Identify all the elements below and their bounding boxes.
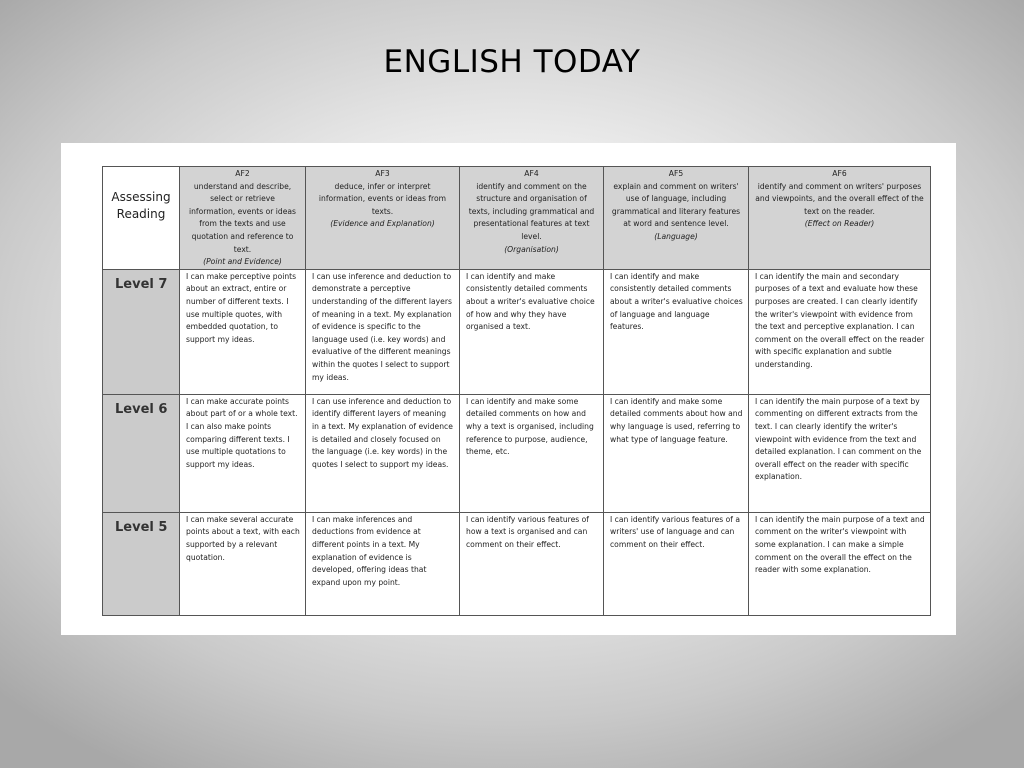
af-category: (Organisation) xyxy=(504,244,559,254)
level-label: Level 5 xyxy=(103,512,180,615)
af-code: AF5 xyxy=(668,169,684,178)
header-af6 xyxy=(749,167,931,270)
af-description: identify and comment on writers' purposes and viewpoints, and the overall effect of the text on the reader. xyxy=(755,181,924,216)
table-cell: I can make inferences and deductions from evidence at different points in a text. My explanation of evidence is developed, offering ideas that expand upon my point. xyxy=(306,512,460,615)
af-code: AF6 xyxy=(832,169,847,178)
af-description: deduce, infer or interpret information, events or ideas from texts. xyxy=(318,181,447,216)
af-category: (Effect on Reader) xyxy=(804,219,875,229)
table-cell: I can identify the main and secondary purposes of a text and evaluate how these purposes are created. I can clearly identify the writer's viewpoint with evidence from the text and perceptive explanation. I can comment on the overall effect on the reader with specific explanation and subtle understanding. xyxy=(749,269,931,394)
table-cell: I can make several accurate points about a text, with each supported by a relevant quotation. xyxy=(180,512,306,615)
table-cell: I can make accurate points about part of or a whole text. I can also make points comparing different texts. I use multiple quotations to support my ideas. xyxy=(180,394,306,512)
af-description: understand and describe, select or retrieve information, events or ideas from the texts and use quotation and reference to text. xyxy=(188,181,297,254)
table-cell: I can use inference and deduction to identify different layers of meaning in a text. My explanation of evidence is detailed and closely focused on the language (i.e. key words) in the quotes I select to support my ideas. xyxy=(306,394,460,512)
af-code: AF4 xyxy=(524,169,539,178)
table-row-level-6 xyxy=(103,394,931,512)
af-code: AF2 xyxy=(235,169,250,178)
header-row xyxy=(103,167,931,270)
af-category: (Point and Evidence) xyxy=(203,257,282,267)
table-row-level-5 xyxy=(103,512,931,615)
af-category: (Language) xyxy=(654,231,698,241)
table-cell: I can identify and make consistently detailed comments about a writer's evaluative choices of language and language features. xyxy=(604,269,749,394)
header-af4 xyxy=(460,167,604,270)
slide-title: ENGLISH TODAY xyxy=(383,44,641,80)
table-cell: I can make perceptive points about an extract, entire or number of different texts. I use multiple quotes, with embedded quotation, to support my ideas. xyxy=(180,269,306,394)
af-category: (Evidence and Explanation) xyxy=(330,219,435,229)
table-cell: I can identify and make some detailed comments on how and why a text is organised, including reference to purpose, audience, theme, etc. xyxy=(460,394,604,512)
header-af3 xyxy=(306,167,460,270)
level-label: Level 6 xyxy=(103,394,180,512)
table-row-level-7 xyxy=(103,269,931,394)
table-cell: I can identify the main purpose of a text and comment on the writer's viewpoint with some explanation. I can make a simple comment on the overall the effect on the reader with some explanation. xyxy=(749,512,931,615)
corner-label: Assessing Reading xyxy=(103,167,180,270)
af-code: AF3 xyxy=(375,169,390,178)
header-af2 xyxy=(180,167,306,270)
table-cell: I can identify and make consistently detailed comments about a writer's evaluative choice of how and why they have organised a text. xyxy=(460,269,604,394)
table-cell: I can use inference and deduction to demonstrate a perceptive understanding of the different layers of meaning in a text. My explanation of evidence is specific to the language used (i.e. key words) and evaluative of the different meanings within the quotes I select to support my ideas. xyxy=(306,269,460,394)
level-label: Level 7 xyxy=(103,269,180,394)
assessing-reading-table xyxy=(102,166,931,616)
table-cell: I can identify the main purpose of a text by commenting on different extracts from the text. I can clearly identify the writer's viewpoint with evidence from the text and detailed explanation. I can comment on the overall effect on the reader with specific explanation. xyxy=(749,394,931,512)
af-description: identify and comment on the structure and organisation of texts, including grammatical and presentational features at text level. xyxy=(468,181,595,241)
rubric-card xyxy=(61,143,956,635)
table-cell: I can identify various features of a writers' use of language and can comment on their effect. xyxy=(604,512,749,615)
table-cell: I can identify and make some detailed comments about how and why language is used, referring to what type of language feature. xyxy=(604,394,749,512)
header-af5 xyxy=(604,167,749,270)
table-cell: I can identify various features of how a text is organised and can comment on their effect. xyxy=(460,512,604,615)
af-description: explain and comment on writers' use of language, including grammatical and literary features at word and sentence level. xyxy=(611,181,741,229)
